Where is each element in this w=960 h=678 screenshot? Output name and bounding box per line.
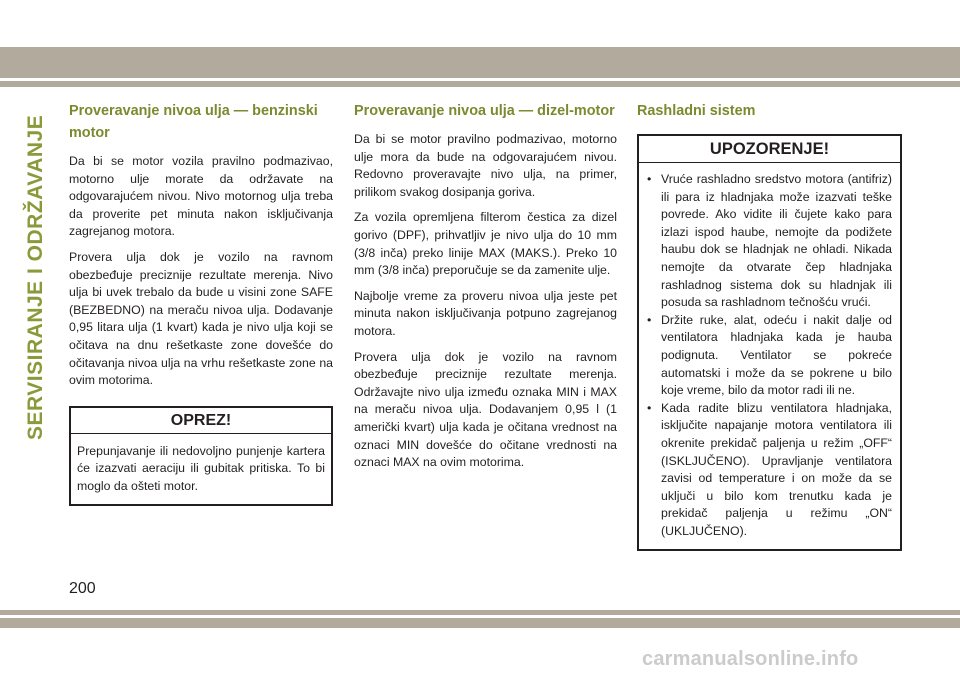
- warning-item-text: Držite ruke, alat, odeću i nakit dalje od ventilatora hladnjaka kada je hauba podignuta. Ventilator se pokreće automatski i može da se pokrene u bilo koje vreme, bilo da motor radi ili ne.: [661, 312, 892, 398]
- watermark: carmanualsonline.info: [642, 648, 859, 670]
- paragraph: Da bi se motor pravilno podmazivao, motorno ulje mora da bude na odgovarajućem nivou. Redovno proveravajte nivo ulja, na primer, prilikom svakog dosipanja goriva.: [354, 132, 617, 199]
- warning-item-text: Vruće rashladno sredstvo motora (antifriz) ili para iz hladnjaka može izazvati teške povrede. Ako vidite ili čujete kako para izlazi ispod haube, nemojte da podižete haubu dok se hladnjak ne ohladi. Nikada nemojte da otvarate čep hladnjaka rashladnog sistema dok su hladnjak ili posuda sa rashladnom tečnošću vrući.: [661, 172, 892, 310]
- header-band: [0, 47, 960, 87]
- footer-stripe: [0, 615, 960, 618]
- paragraph: Provera ulja dok je vozilo na ravnom obezbeđuje preciznije rezultate merenja. Održavajte nivo ulja između oznaka MIN i MAX na meraču nivoa ulja. Dodavanjem 0,95 l (1 američki kvart) ulja kada je očitana vrednost na oznaci MIN dovešće do očitane vrednosti na oznaci MAX na ovim motorima.: [354, 349, 617, 470]
- column-diesel-oil: [354, 100, 617, 480]
- paragraph: Da bi se motor vozila pravilno podmazivao, motorno ulje morate da održavate na odgovarajućem nivou. Nivo motornog ulja treba da proverite pet minuta nakon isključivanja zagrejanog motora.: [69, 154, 333, 239]
- paragraph: Provera ulja dok je vozilo na ravnom obezbeđuje preciznije rezultate merenja. Nivo ulja bi uvek trebalo da bude u visini zone SAFE (BEZBEDNO) na meraču nivoa ulja. Dodavanje 0,95 litara ulja (1 kvart) kada je nivo ulja koji se očitava na dnu rešetkaste zone dovešće do očitavanja nivoa ulja na vrhu rešetkaste zone na ovim motorima.: [69, 249, 333, 388]
- warning-item: [647, 312, 892, 400]
- heading-diesel-oil: Proveravanje nivoa ulja — dizel-motor: [354, 103, 615, 119]
- bullet-icon: •: [647, 172, 652, 186]
- bullet-icon: •: [647, 400, 652, 415]
- section-side-label: SERVISIRANJE I ODRŽAVANJE: [24, 114, 47, 440]
- warning-item-text: Kada radite blizu ventilatora hladnjaka, isključite napajanje motora ventilatora ili okrenite prekidač paljenja u režim „OFF“ (ISKLJUČENO). Upravljanje ventilatora zavisi od temperature i on može da se uključi u bilo kom trenutku kada je prekidač paljenja u režimu „ON“ (UKLJUČENO).: [661, 400, 892, 538]
- heading-cooling-system: Rashladni sistem: [637, 103, 756, 119]
- caution-text: Prepunjavanje ili nedovoljno punjenje kartera će izazvati aeraciju ili gubitak pritiska. To bi moglo da ošteti motor.: [77, 443, 325, 493]
- paragraph: Za vozila opremljena filterom čestica za dizel gorivo (DPF), prihvatljiv je nivo ulja do 10 mm (3/8 inča) preko linije MAX (MAKS.). Preko 10 mm (3/8 inča) preporučuje se da zamenite ulje.: [354, 210, 617, 278]
- footer-band: [0, 610, 960, 628]
- heading-petrol-oil: Proveravanje nivoa ulja — benzinski motor: [69, 103, 318, 141]
- warning-box: [637, 134, 902, 551]
- header-stripe: [0, 78, 960, 81]
- caution-title: OPREZ!: [71, 408, 331, 434]
- page-number: 200: [69, 580, 96, 597]
- warning-item: [647, 400, 892, 541]
- column-cooling-system: [637, 100, 902, 551]
- warning-list: [639, 163, 900, 549]
- warning-title: UPOZORENJE!: [639, 136, 900, 163]
- caution-box: [69, 406, 333, 506]
- column-petrol-oil: [69, 100, 333, 506]
- warning-item: [647, 171, 892, 312]
- bullet-icon: •: [647, 312, 652, 327]
- paragraph: Najbolje vreme za proveru nivoa ulja jeste pet minuta nakon isključivanja potpuno zagrejanog motora.: [354, 288, 617, 338]
